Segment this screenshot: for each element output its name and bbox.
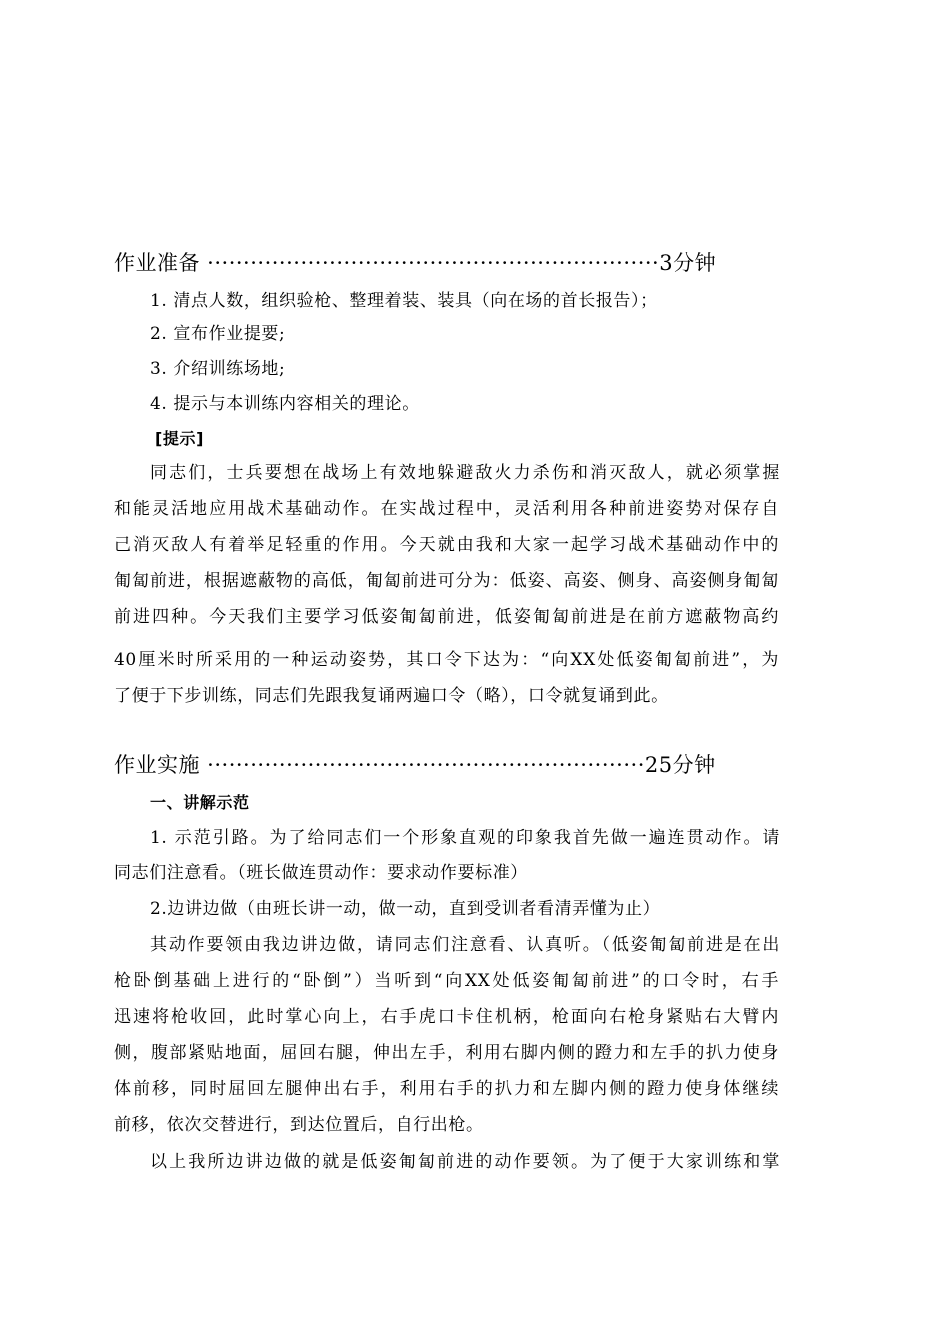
prep-item-4: 4. 提示与本训练内容相关的理论。 <box>150 394 420 414</box>
tip-paragraph-line: 同志们，士兵要想在战场上有效地躲避敌火力杀伤和消灭敌人，就必须掌握 <box>150 463 780 483</box>
impl-paragraph-line: 侧，腹部紧贴地面，屈回右腿，伸出左手，利用右脚内侧的蹬力和左手的扒力使身 <box>114 1043 779 1063</box>
impl-paragraph-line: 前移，依次交替进行，到达位置后，自行出枪。 <box>114 1115 484 1135</box>
prep-item-2: 2. 宣布作业提要; <box>150 324 286 344</box>
tip-paragraph-line: 了便于下步训练，同志们先跟我复诵两遍口令（略），口令就复诵到此。 <box>114 686 669 706</box>
impl-paragraph-line: 同志们注意看。（班长做连贯动作：要求动作要标准） <box>114 863 528 883</box>
impl-paragraph-line: 1. 示范引路。为了给同志们一个形象直观的印象我首先做一遍连贯动作。请 <box>150 828 780 848</box>
tip-paragraph-line: 40厘米时所采用的一种运动姿势，其口令下达为：“向XX处低姿匍匐前进”，为 <box>114 650 779 670</box>
impl-paragraph-line: 其动作要领由我边讲边做，请同志们注意看、认真听。（低姿匍匐前进是在出 <box>150 935 780 955</box>
impl-paragraph-line: 体前移，同时屈回左腿伸出右手，利用右手的扒力和左脚内侧的蹬力使身体继续 <box>114 1079 779 1099</box>
prep-item-3: 3. 介绍训练场地; <box>150 359 286 379</box>
section-heading-impl: 作业实施 ·····························································25分钟 <box>114 753 716 777</box>
tip-paragraph-line: 匍匐前进，根据遮蔽物的高低，匍匐前进可分为：低姿、高姿、侧身、高姿侧身匍匐 <box>114 571 779 591</box>
impl-paragraph-line: 枪卧倒基础上进行的“卧倒”）当听到“向XX处低姿匍匐前进”的口令时，右手 <box>114 971 779 991</box>
prep-item-1: 1. 清点人数，组织验枪、整理着装、装具（向在场的首长报告）； <box>150 291 658 311</box>
subheading-demo: 一、讲解示范 <box>150 793 250 812</box>
tip-paragraph-line: 己消灭敌人有着举足轻重的作用。今天就由我和大家一起学习战术基础动作中的 <box>114 535 779 555</box>
tip-label: [提示] <box>155 429 205 448</box>
tip-paragraph-line: 和能灵活地应用战术基础动作。在实战过程中，灵活利用各种前进姿势对保存自 <box>114 499 779 519</box>
impl-paragraph-line: 以上我所边讲边做的就是低姿匍匐前进的动作要领。为了便于大家训练和掌 <box>150 1152 780 1172</box>
impl-paragraph-line: 2.边讲边做（由班长讲一动，做一动，直到受训者看清弄懂为止） <box>150 899 661 919</box>
tip-paragraph-line: 前进四种。今天我们主要学习低姿匍匐前进，低姿匍匐前进是在前方遮蔽物高约 <box>114 607 779 627</box>
section-heading-prep: 作业准备 ·······························································3分钟 <box>114 251 717 275</box>
impl-paragraph-line: 迅速将枪收回，此时掌心向上，右手虎口卡住机柄，枪面向右枪身紧贴右大臂内 <box>114 1007 779 1027</box>
